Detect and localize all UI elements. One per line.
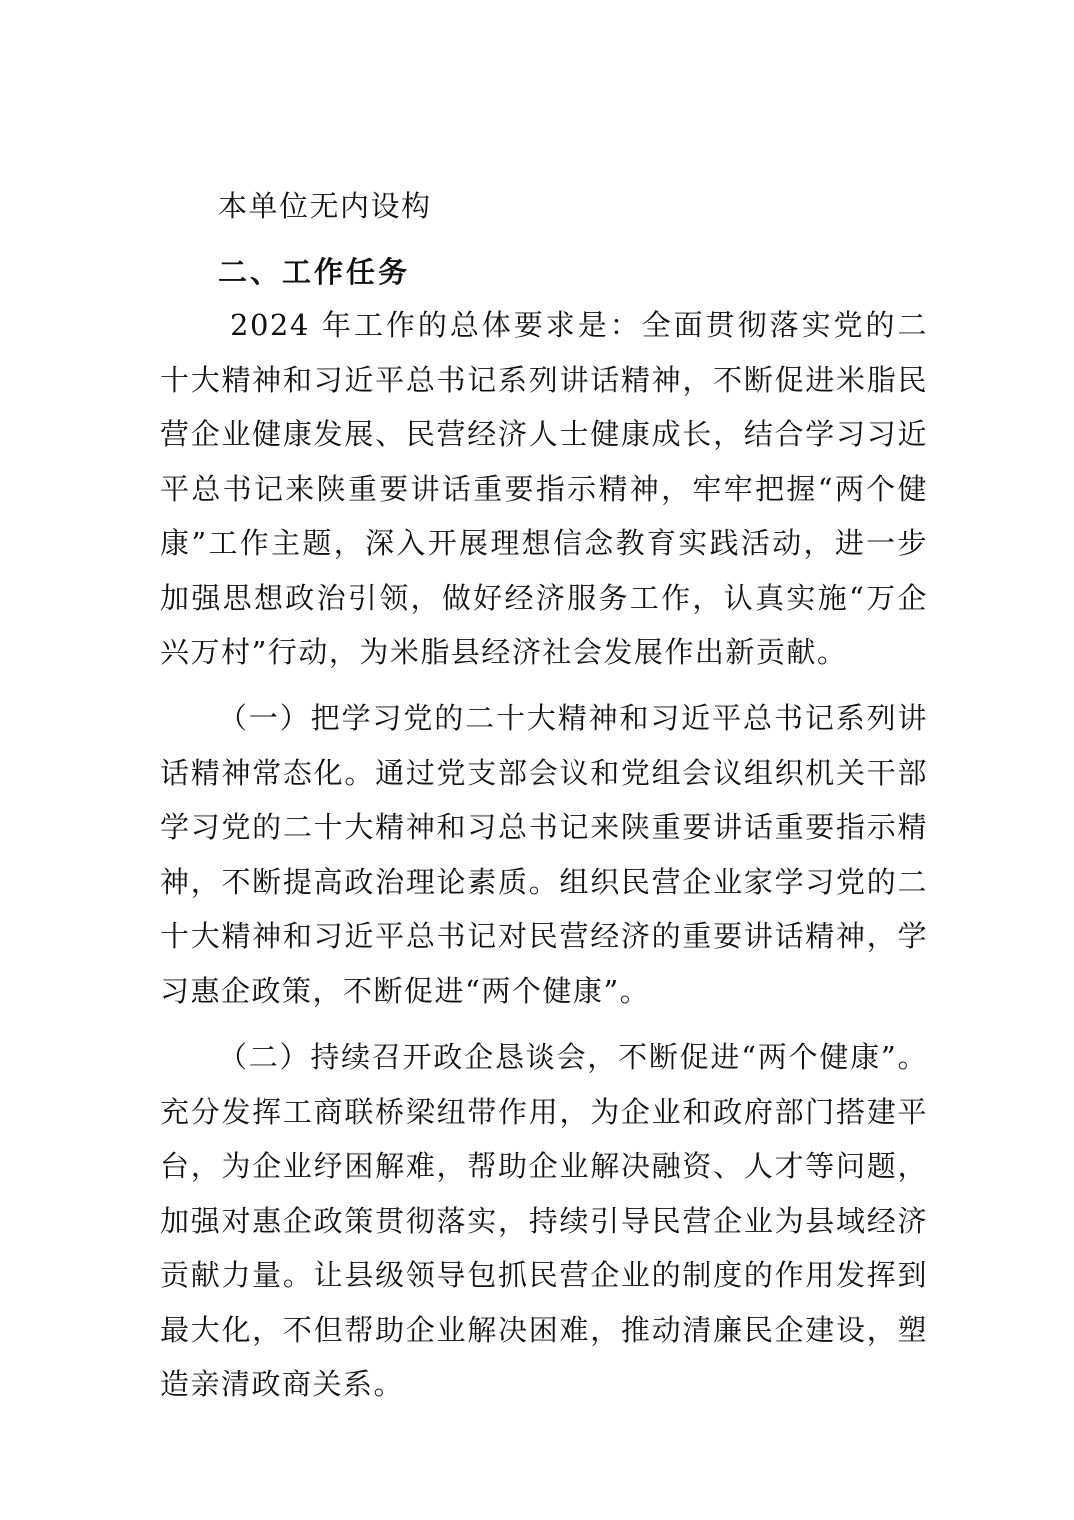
intro-line: 本单位无内设构 (218, 189, 432, 223)
paragraph-task-two: （二）持续召开政企恳谈会，不断促进“两个健康”。充分发挥工商联桥梁纽带作用，为企业和政府部门搭建平台，为企业纾困解难，帮助企业解决融资、人才等问题，加强对惠企政策贯彻落实，持续引导民营企业为县域经济贡献力量。让县级领导包抓民营企业的制度的作用发挥到最大化，不但帮助企业解决困难，推动清廉民企建设，塑造亲清政商关系。 (160, 1040, 928, 1401)
paragraph-general-requirements: 2024 年工作的总体要求是：全面贯彻落实党的二十大精神和习近平总书记系列讲话精神，不断促进米脂民营企业健康发展、民营经济人士健康成长，结合学习习近平总书记来陕重要讲话重要指示精神，牢牢把握“两个健康”工作主题，深入开展理想信念教育实践活动，进一步加强思想政治引领，做好经济服务工作，认真实施“万企兴万村”行动，为米脂县经济社会发展作出新贡献。 (160, 308, 928, 669)
section-heading: 二、工作任务 (218, 255, 411, 289)
paragraph-task-one: （一）把学习党的二十大精神和习近平总书记系列讲话精神常态化。通过党支部会议和党组会议组织机关干部学习党的二十大精神和习总书记来陕重要讲话重要指示精神，不断提高政治理论素质。组织民营企业家学习党的二十大精神和习近平总书记对民营经济的重要讲话精神，学习惠企政策，不断促进“两个健康”。 (160, 701, 928, 1008)
